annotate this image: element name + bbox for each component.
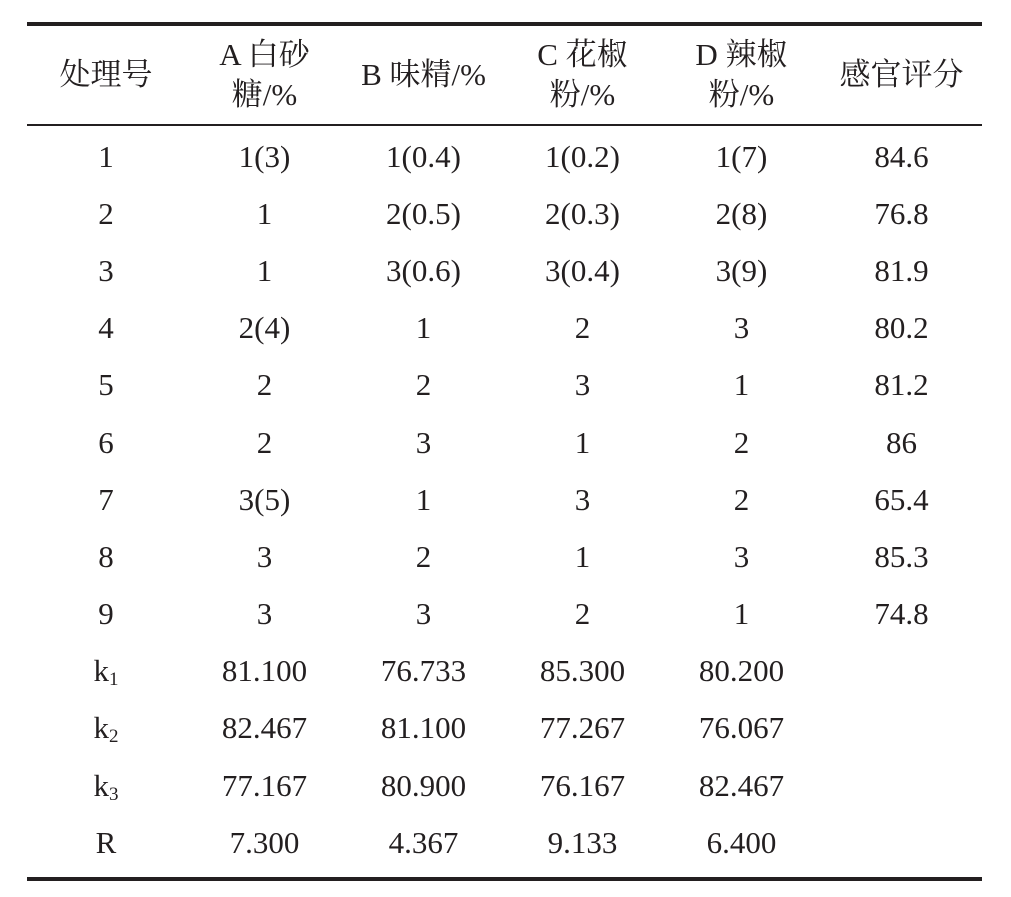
column-header-line1: A 白砂 bbox=[219, 37, 310, 72]
row-label-text: k bbox=[93, 710, 109, 746]
row-label bbox=[27, 528, 185, 585]
table-cell: 2(4) bbox=[238, 310, 291, 346]
row-label bbox=[27, 126, 185, 185]
table-cell: 2(0.3) bbox=[545, 195, 620, 231]
column-header bbox=[185, 26, 344, 124]
table-row bbox=[27, 242, 982, 299]
table-cell: 3 bbox=[733, 538, 750, 574]
table-row bbox=[27, 528, 982, 585]
table-cell: 1 bbox=[415, 481, 432, 517]
row-label-text: 4 bbox=[98, 310, 114, 346]
column-header bbox=[662, 26, 821, 124]
row-label-text: R bbox=[95, 824, 117, 860]
column-header-line1: B 味精/% bbox=[361, 57, 486, 92]
row-label-text: 1 bbox=[98, 138, 114, 174]
table-cell: 1 bbox=[256, 195, 273, 231]
table-cell: 80.2 bbox=[874, 310, 929, 346]
row-label-text: 2 bbox=[98, 195, 114, 231]
table-cell: 2 bbox=[574, 596, 591, 632]
column-header-line1: 处理号 bbox=[59, 57, 153, 92]
table-cell: 2 bbox=[415, 367, 432, 403]
table-cell: 82.467 bbox=[698, 767, 785, 803]
table-cell: 1 bbox=[415, 310, 432, 346]
table-cell: 3 bbox=[574, 481, 591, 517]
table-header bbox=[27, 26, 982, 124]
orthogonal-test-table bbox=[27, 22, 982, 881]
table-cell: 3 bbox=[733, 310, 750, 346]
table-cell: 1 bbox=[733, 596, 750, 632]
table-cell: 1(0.2) bbox=[545, 138, 620, 174]
table-cell: 1 bbox=[733, 367, 750, 403]
table-cell: 81.100 bbox=[221, 653, 308, 689]
table-cell: 76.167 bbox=[539, 767, 626, 803]
row-label-text: 3 bbox=[98, 252, 114, 288]
table-cell: 81.2 bbox=[874, 367, 929, 403]
table-cell: 1(3) bbox=[238, 138, 291, 174]
table-cell: 81.100 bbox=[380, 710, 467, 746]
row-label-subscript: 2 bbox=[109, 726, 119, 748]
table-row bbox=[27, 643, 982, 700]
table-cell: 4.367 bbox=[388, 824, 459, 860]
table-cell: 2 bbox=[733, 481, 750, 517]
bottom-rule bbox=[27, 877, 982, 881]
row-label-subscript: 3 bbox=[109, 783, 119, 805]
table-cell: 1 bbox=[256, 252, 273, 288]
table-cell: 3(5) bbox=[238, 481, 291, 517]
table-cell: 74.8 bbox=[874, 596, 929, 632]
table-cell: 3(0.6) bbox=[386, 252, 461, 288]
table-cell: 3 bbox=[415, 596, 432, 632]
header-row bbox=[27, 26, 982, 124]
row-label-text: 6 bbox=[98, 424, 114, 460]
table-cell: 2 bbox=[415, 538, 432, 574]
table-cell: 1 bbox=[574, 424, 591, 460]
row-label-text: 5 bbox=[98, 367, 114, 403]
column-header-line2: 糖/% bbox=[231, 77, 298, 112]
row-label bbox=[27, 586, 185, 643]
table-cell: 77.267 bbox=[539, 710, 626, 746]
row-label bbox=[27, 185, 185, 242]
row-label bbox=[27, 242, 185, 299]
table-cell: 2(0.5) bbox=[386, 195, 461, 231]
row-label-text: 8 bbox=[98, 538, 114, 574]
table-row bbox=[27, 586, 982, 643]
table-cell: 3 bbox=[256, 538, 273, 574]
row-label bbox=[27, 357, 185, 414]
row-label-subscript: 1 bbox=[109, 669, 119, 691]
column-header bbox=[344, 26, 503, 124]
table-cell: 3(9) bbox=[715, 252, 768, 288]
table-cell: 1(7) bbox=[715, 138, 768, 174]
results-table bbox=[27, 26, 982, 124]
table-cell: 76.8 bbox=[874, 195, 929, 231]
column-header bbox=[821, 26, 982, 124]
table-cell: 2(8) bbox=[715, 195, 768, 231]
row-label bbox=[27, 471, 185, 528]
table-row bbox=[27, 185, 982, 242]
row-label bbox=[27, 643, 185, 700]
row-label-text: 9 bbox=[98, 596, 114, 632]
table-cell: 82.467 bbox=[221, 710, 308, 746]
row-label-text: k bbox=[93, 767, 109, 803]
table-cell bbox=[821, 757, 982, 814]
table-cell: 85.3 bbox=[874, 538, 929, 574]
table-row bbox=[27, 126, 982, 185]
row-label bbox=[27, 757, 185, 814]
table-cell: 81.9 bbox=[874, 252, 929, 288]
table-cell: 3(0.4) bbox=[545, 252, 620, 288]
row-label bbox=[27, 300, 185, 357]
table-cell: 80.900 bbox=[380, 767, 467, 803]
row-label bbox=[27, 414, 185, 471]
column-header bbox=[27, 26, 185, 124]
table-cell: 1 bbox=[574, 538, 591, 574]
table-cell: 3 bbox=[574, 367, 591, 403]
table-cell bbox=[821, 643, 982, 700]
table-cell bbox=[821, 814, 982, 871]
table-cell: 84.6 bbox=[874, 138, 929, 174]
column-header-line2: 粉/% bbox=[549, 77, 616, 112]
column-header bbox=[503, 26, 662, 124]
column-header-line1: C 花椒 bbox=[537, 37, 628, 72]
column-header-line1: D 辣椒 bbox=[695, 37, 788, 72]
table-cell: 3 bbox=[256, 596, 273, 632]
results-table-body bbox=[27, 126, 982, 871]
table-cell: 86 bbox=[886, 424, 917, 460]
table-row bbox=[27, 814, 982, 871]
table-cell: 65.4 bbox=[874, 481, 929, 517]
table-cell: 80.200 bbox=[698, 653, 785, 689]
table-row bbox=[27, 757, 982, 814]
table-row bbox=[27, 700, 982, 757]
table-cell: 76.067 bbox=[698, 710, 785, 746]
column-header-line2: 粉/% bbox=[708, 77, 775, 112]
row-label bbox=[27, 814, 185, 871]
column-header-line1: 感官评分 bbox=[839, 57, 964, 92]
row-label-text: k bbox=[93, 653, 109, 689]
table-cell: 9.133 bbox=[547, 824, 618, 860]
table-cell: 2 bbox=[256, 424, 273, 460]
table-cell: 2 bbox=[256, 367, 273, 403]
table-cell: 7.300 bbox=[229, 824, 300, 860]
table-cell: 2 bbox=[574, 310, 591, 346]
table-cell bbox=[821, 700, 982, 757]
table-row bbox=[27, 471, 982, 528]
table-row bbox=[27, 414, 982, 471]
table-cell: 76.733 bbox=[380, 653, 467, 689]
row-label bbox=[27, 700, 185, 757]
table-body bbox=[27, 126, 982, 871]
table-cell: 77.167 bbox=[221, 767, 308, 803]
table-cell: 85.300 bbox=[539, 653, 626, 689]
table-row bbox=[27, 300, 982, 357]
table-cell: 1(0.4) bbox=[386, 138, 461, 174]
table-cell: 3 bbox=[415, 424, 432, 460]
table-cell: 2 bbox=[733, 424, 750, 460]
table-row bbox=[27, 357, 982, 414]
row-label-text: 7 bbox=[98, 481, 114, 517]
table-cell: 6.400 bbox=[706, 824, 777, 860]
